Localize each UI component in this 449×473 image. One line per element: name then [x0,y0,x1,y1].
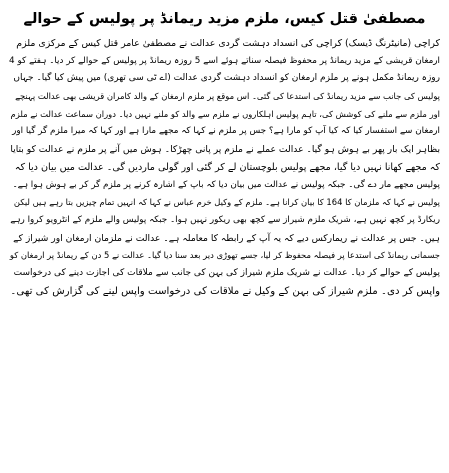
article-body [9,35,440,300]
article-headline: مصطفیٰ قتل کیس، ملزم مزید ریمانڈ پر پولیس کے حوالے [23,11,426,27]
article-line: کہ مجھے کھانا نہیں دیا گیا، مجھے پولیس بلوچستان لے کر گئی اور گولی ماردیں گی۔ عدالت میں بیان دیا کہ [14,161,440,173]
article-line: واپس کر دی۔ ملزم شیراز کی بہن کے وکیل نے ملاقات کی درخواست واپس لینے کی گزارش کی تھی۔ [10,285,440,297]
article-line: بظاہر ایک بار پھر بے ہوش ہو گیا۔ عدالت عملے نے ملزم پر پانی چھڑکا۔ ہوش میں آنے پر ملزم نے عدالت کو بتایا [10,144,440,156]
article-line: روزہ ریمانڈ مکمل ہونے پر ملزم ارمغان کو انسداد دہشت گردی عدالت (اے ٹی سی تھری) میں پیش کیا گیا۔ جہاں [13,73,440,84]
article-line: ارمغان قریشی کے مزید ریمانڈ پر محفوظ فیصلہ سناتے ہوئے اسے 5 روزہ ریمانڈ پر پولیس کے حوالے کر دیا۔ ہفتے کو 4 [9,55,440,66]
article-line: جسمانی ریمانڈ کی استدعا پر فیصلہ محفوظ کر لیا، جسے تھوڑی دیر بعد سنا دیا گیا۔ عدالت نے 5 دن کے ریمانڈ پر ارمغان کو [9,250,440,261]
article-line: ارمغان سے استفسار کیا کہ کیا آپ کو مارا ہے؟ جس پر ملزم نے کہا کہ مجھے مارا ہے اور کہا کہ میرا ملزم گر گیا اور [12,126,440,137]
article-line: ہیں۔ جس پر عدالت نے ریمارکس دیے کہ یہ آپ کے رابطہ کا معاملہ ہے۔ عدالت نے ملزمان ارمغان اور شیراز کے [13,232,440,244]
article-line: پولیس نے کہا کہ ملزمان کا 164 کا بیان کرانا ہے۔ ملزم کے وکیل خرم عباس نے کہا کہ انہیں تمام چیزیں بتا رہے ہیں لیکن [13,197,440,208]
article-line: پولیس کی جانب سے مزید ریمانڈ کی استدعا کی گئی۔ اس موقع پر ملزم ارمغان کے والد کامران قریشی بھی عدالت پہنچے [15,91,440,102]
article-line: کراچی (مانیٹرنگ ڈیسک) کراچی کی انسداد دہشت گردی عدالت نے مصطفیٰ عامر قتل کیس کے مرکزی ملزم [16,38,440,49]
article-line: پولیس مجھے مار دے گی۔ جبکہ پولیس نے عدالت میں بیان دیا کہ باپ کے اشارہ کرنے پر ملزم گر کر بے ہوش ہوا ہے۔ [12,179,440,190]
article-line: پولیس کے حوالے کر دیا۔ عدالت نے شریک ملزم شیراز کی بہن کی جانب سے ملاقات کی اجازت دینے کی درخواست [13,267,440,278]
article-line: اور ملزم سے ملنے کی کوشش کی، تاہم پولیس اہلکاروں نے ملزم سے والد کو ملنے نہیں دیا۔ دوران سماعت عدالت نے ملزم [10,108,440,119]
article-line: ریکارڈ پر کچھ نہیں ہے، شریک ملزم شیراز سے کچھ بھی ریکور نہیں ہوا۔ جبکہ پولیس والے ملزم کے انٹرویو کروا رہے [10,214,440,225]
